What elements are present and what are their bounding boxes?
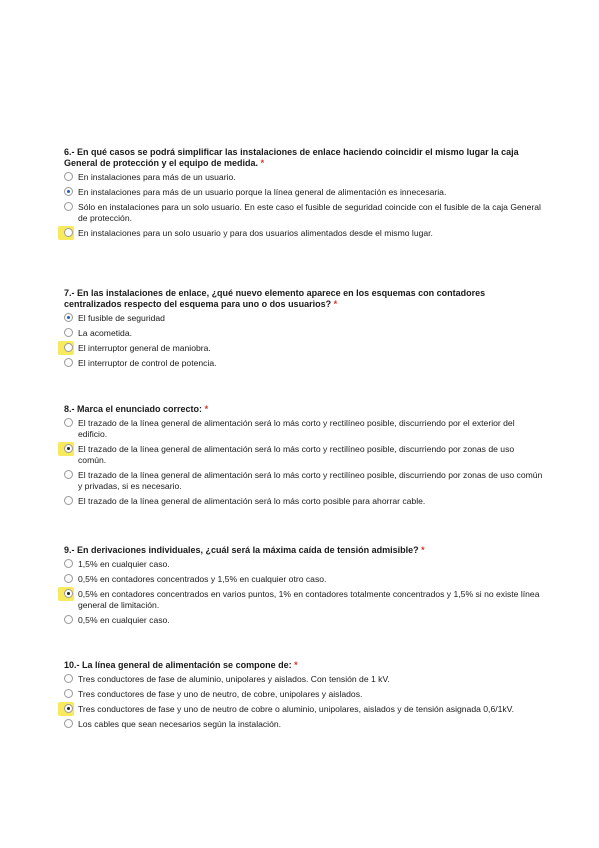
option-radio[interactable]: En instalaciones para un solo usuario y para dos usuarios alimentados desde el mismo lugar.: [64, 228, 544, 239]
question-title: 7.- En las instalaciones de enlace, ¿qué nuevo elemento aparece en los esquemas con contadores centralizados respecto del esquema para uno o dos usuarios? *: [64, 288, 486, 309]
radio-unchecked-icon[interactable]: [64, 343, 73, 352]
option-radio[interactable]: El trazado de la línea general de alimentación será lo más corto y rectilíneo posible, discurriendo por el exterior del edificio.: [64, 418, 544, 440]
option-radio[interactable]: El interruptor general de maniobra.: [64, 343, 544, 354]
option-radio[interactable]: 0,5% en cualquier caso.: [64, 615, 544, 626]
radio-checked-icon[interactable]: [64, 589, 73, 598]
option-radio[interactable]: En instalaciones para más de un usuario.: [64, 172, 544, 183]
option-radio[interactable]: La acometida.: [64, 328, 544, 339]
radio-unchecked-icon[interactable]: [64, 615, 73, 624]
option-radio[interactable]: Sólo en instalaciones para un solo usuario. En este caso el fusible de seguridad coincide con el fusible de la caja General de protección.: [64, 202, 544, 224]
option-radio[interactable]: 1,5% en cualquier caso.: [64, 559, 544, 570]
radio-checked-icon[interactable]: [64, 444, 73, 453]
radio-unchecked-icon[interactable]: [64, 496, 73, 505]
required-marker: *: [204, 404, 209, 414]
radio-unchecked-icon[interactable]: [64, 172, 73, 181]
option-radio[interactable]: El trazado de la línea general de alimentación será lo más corto y rectilíneo posible, discurriendo por zonas de uso común y privadas, si es necesario.: [64, 470, 544, 492]
radio-unchecked-icon[interactable]: [64, 470, 73, 479]
radio-unchecked-icon[interactable]: [64, 674, 73, 683]
radio-unchecked-icon[interactable]: [64, 202, 73, 211]
radio-checked-icon[interactable]: [64, 187, 73, 196]
required-marker: *: [421, 545, 425, 555]
radio-checked-icon[interactable]: [64, 313, 73, 322]
radio-unchecked-icon[interactable]: [64, 574, 73, 583]
option-radio[interactable]: Tres conductores de fase de aluminio, unipolares y aislados. Con tensión de 1 kV.: [64, 674, 544, 685]
option-radio[interactable]: 0,5% en contadores concentrados y 1,5% en cualquier otro caso.: [64, 574, 544, 585]
option-radio[interactable]: Tres conductores de fase y uno de neutro, de cobre, unipolares y aislados.: [64, 689, 544, 700]
radio-unchecked-icon[interactable]: [64, 418, 73, 427]
radio-unchecked-icon[interactable]: [64, 689, 73, 698]
radio-unchecked-icon[interactable]: [64, 358, 73, 367]
question-title: 9.- En derivaciones individuales, ¿cuál será la máxima caída de tensión admisible? *: [64, 545, 425, 555]
radio-unchecked-icon[interactable]: [64, 228, 73, 237]
question-title: 8.- Marca el enunciado correcto: *: [64, 404, 209, 414]
option-radio[interactable]: 0,5% en contadores concentrados en varios puntos, 1% en contadores totalmente concentrados y 1,5% si no existe línea general de limitación.: [64, 589, 544, 611]
radio-unchecked-icon[interactable]: [64, 559, 73, 568]
option-radio[interactable]: El fusible de seguridad: [64, 313, 544, 324]
radio-unchecked-icon[interactable]: [64, 328, 73, 337]
radio-checked-icon[interactable]: [64, 704, 73, 713]
option-radio[interactable]: El trazado de la línea general de alimentación será lo más corto y rectilíneo posible, discurriendo por zonas de uso común.: [64, 444, 544, 466]
required-marker: *: [294, 660, 298, 670]
radio-unchecked-icon[interactable]: [64, 719, 73, 728]
required-marker: *: [333, 299, 338, 309]
question-8: [64, 404, 544, 511]
question-9: [64, 545, 544, 630]
question-10: [64, 660, 544, 734]
option-radio[interactable]: El trazado de la línea general de alimentación será lo más corto posible para ahorrar cable.: [64, 496, 544, 507]
question-title: 10.- La línea general de alimentación se compone de: *: [64, 660, 298, 670]
option-radio[interactable]: Tres conductores de fase y uno de neutro de cobre o aluminio, unipolares, aislados y de tensión asignada 0,6/1kV.: [64, 704, 544, 715]
question-title: 6.- En qué casos se podrá simplificar las instalaciones de enlace haciendo coincidir el mismo lugar la caja General de protección y el equipo de medida. *: [64, 147, 519, 168]
required-marker: *: [260, 158, 265, 168]
option-radio[interactable]: Los cables que sean necesarios según la instalación.: [64, 719, 544, 730]
question-6: [64, 147, 544, 243]
question-7: [64, 288, 544, 373]
option-radio[interactable]: En instalaciones para más de un usuario porque la línea general de alimentación es innecesaria.: [64, 187, 544, 198]
option-radio[interactable]: El interruptor de control de potencia.: [64, 358, 544, 369]
